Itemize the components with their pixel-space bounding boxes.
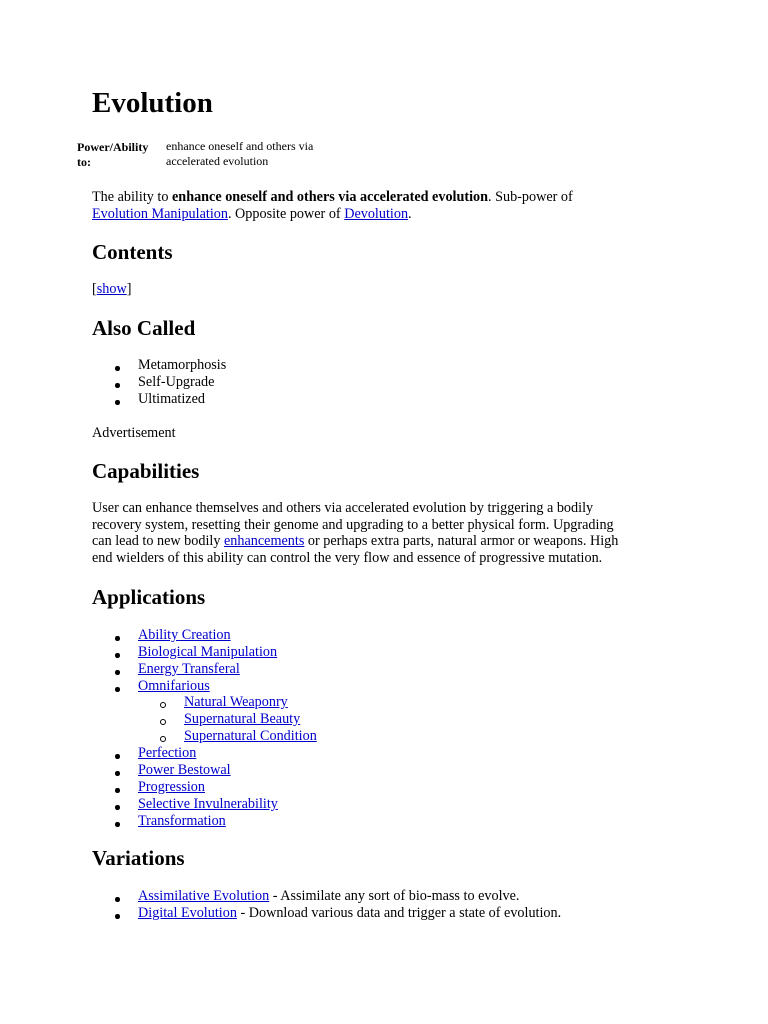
capabilities-line-3-prefix: can lead to new bodily	[92, 533, 224, 550]
page-title: Evolution	[92, 87, 213, 119]
circle-bullet-icon	[160, 702, 166, 708]
variation-description: - Assimilate any sort of bio-mass to evolve.	[269, 888, 520, 904]
bullet-icon	[115, 914, 120, 919]
capabilities-line-4: end wielders of this ability can control the very flow and essence of progressive mutation.	[92, 549, 603, 566]
circle-bullet-icon	[160, 719, 166, 725]
bullet-icon	[115, 383, 120, 388]
variation-item	[138, 905, 561, 921]
bullet-icon	[115, 400, 120, 405]
bullet-icon	[115, 822, 120, 827]
capabilities-heading: Capabilities	[92, 459, 200, 483]
applications-link[interactable]: Progression	[138, 779, 205, 795]
contents-heading: Contents	[92, 240, 173, 264]
intro-mid: . Sub-power of	[488, 189, 573, 205]
digital-evolution-link[interactable]: Digital Evolution	[138, 905, 237, 921]
assimilative-evolution-link[interactable]: Assimilative Evolution	[138, 888, 270, 904]
also-called-heading: Also Called	[92, 316, 196, 340]
bullet-icon	[115, 366, 120, 371]
variation-description: - Download various data and trigger a state of evolution.	[236, 905, 562, 921]
bullet-icon	[115, 636, 120, 641]
capabilities-line-2: recovery system, resetting their genome and upgrading to a better physical form. Upgrading	[92, 516, 614, 533]
enhancements-link[interactable]: enhancements	[223, 533, 305, 550]
applications-link[interactable]: Transformation	[138, 813, 226, 829]
power-ability-label: Power/Ability to:	[77, 140, 149, 169]
capabilities-line-1: User can enhance themselves and others via accelerated evolution by triggering a bodily	[92, 500, 594, 516]
devolution-link[interactable]: Devolution	[344, 205, 409, 222]
bullet-icon	[115, 805, 120, 810]
bullet-icon	[115, 670, 120, 675]
applications-sublink[interactable]: Supernatural Condition	[184, 728, 317, 744]
applications-link[interactable]: Perfection	[138, 745, 197, 761]
capabilities-line-3-suffix: or perhaps extra parts, natural armor or weapons. High	[304, 533, 619, 550]
intro-end: .	[408, 205, 412, 222]
variation-item	[138, 888, 519, 904]
intro-bold: enhance oneself and others via accelerated evolution	[172, 189, 489, 205]
circle-bullet-icon	[160, 736, 166, 742]
intro-prefix: The ability to	[92, 189, 172, 205]
power-ability-value: enhance oneself and others via accelerated evolution	[166, 139, 314, 168]
bullet-icon	[115, 653, 120, 658]
intro-mid2: . Opposite power of	[227, 205, 345, 222]
applications-link[interactable]: Omnifarious	[138, 678, 210, 694]
intro-paragraph	[92, 189, 672, 222]
applications-link[interactable]: Energy Transferal	[138, 661, 240, 677]
applications-heading: Applications	[92, 585, 206, 609]
bullet-icon	[115, 897, 120, 902]
evolution-manipulation-link[interactable]: Evolution Manipulation	[92, 205, 228, 222]
applications-sublink[interactable]: Natural Weaponry	[184, 694, 288, 710]
bullet-icon	[115, 687, 120, 692]
applications-link[interactable]: Power Bestowal	[138, 762, 231, 778]
applications-sublink[interactable]: Supernatural Beauty	[184, 711, 301, 727]
close-bracket: ]	[126, 281, 132, 297]
list-item: Metamorphosis	[138, 357, 227, 373]
advertisement-label: Advertisement	[92, 425, 176, 441]
contents-toggle	[92, 281, 672, 298]
applications-link[interactable]: Biological Manipulation	[138, 644, 278, 660]
bullet-icon	[115, 754, 120, 759]
show-link[interactable]: show	[96, 281, 127, 297]
applications-link[interactable]: Ability Creation	[138, 627, 231, 643]
bullet-icon	[115, 788, 120, 793]
applications-link[interactable]: Selective Invulnerability	[138, 796, 278, 812]
open-bracket: [	[92, 281, 97, 297]
list-item: Self-Upgrade	[138, 374, 215, 390]
list-item: Ultimatized	[138, 391, 205, 407]
capabilities-paragraph	[92, 500, 692, 566]
variations-heading: Variations	[92, 846, 185, 870]
bullet-icon	[115, 771, 120, 776]
